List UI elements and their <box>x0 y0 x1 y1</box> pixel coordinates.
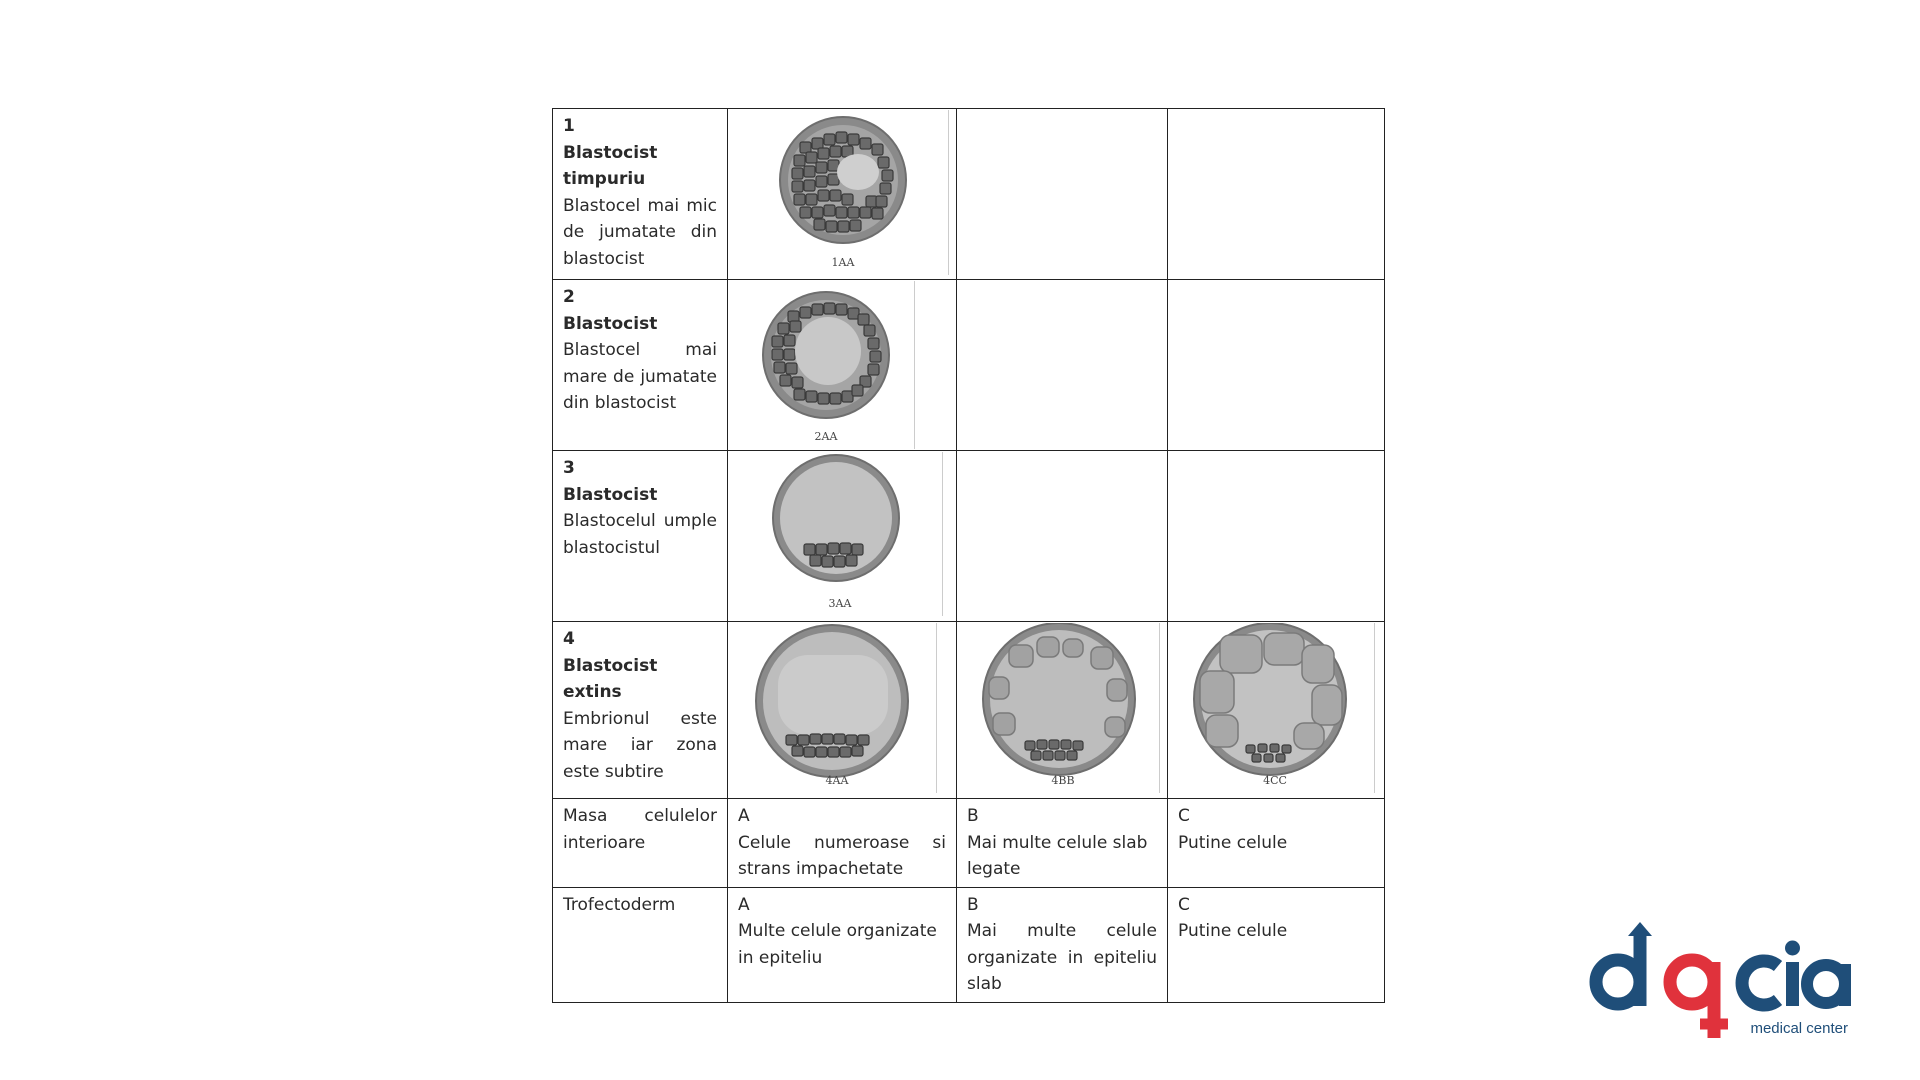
empty-cell <box>1168 451 1385 622</box>
grade-description: Putine celule <box>1178 921 1288 941</box>
grade-letter: C <box>1178 894 1190 915</box>
stage-number: 3 <box>563 458 575 478</box>
image-cell <box>728 109 957 280</box>
stage-number: 4 <box>563 629 575 649</box>
empty-cell <box>1168 280 1385 451</box>
stage-description: Blastocel mai mare de jumatate din blastocist <box>563 340 717 413</box>
stage-label-cell <box>553 622 728 799</box>
grade-description: Putine celule <box>1178 832 1288 853</box>
icm-row <box>553 799 1385 888</box>
te-grade-b-cell <box>957 887 1168 1002</box>
blastocyst-3aa-illustration <box>738 452 942 602</box>
icm-grade-b-cell <box>957 799 1168 888</box>
stage-description: Embrionul este mare iar zona este subtire <box>563 708 717 782</box>
image-caption: 3AA <box>828 596 852 610</box>
icm-grade-c-cell <box>1168 799 1385 888</box>
blastocyst-1aa-figure <box>738 110 949 275</box>
stage-name: Blastocist extins <box>563 655 658 702</box>
image-cell <box>728 280 957 451</box>
grade-letter: B <box>967 806 979 826</box>
image-caption: 4BB <box>1051 773 1075 787</box>
blastocyst-4cc-illustration <box>1176 623 1374 779</box>
blastocyst-4bb-illustration <box>967 623 1159 779</box>
stage-name: Blastocist <box>563 484 658 505</box>
grade-description: Celule numeroase si strans impachetate <box>738 832 946 879</box>
blastocyst-4bb-figure <box>967 623 1160 793</box>
te-label: Trofectoderm <box>563 894 676 915</box>
grade-description: Mai multe celule organizate in epiteliu slab <box>967 921 1157 994</box>
blastocyst-3aa-figure <box>738 452 943 616</box>
blastocyst-4aa-illustration <box>738 623 936 779</box>
grade-letter: C <box>1178 806 1190 826</box>
image-caption: 1AA <box>831 255 855 269</box>
te-grade-c-cell <box>1168 887 1385 1002</box>
logo-tagline: medical center <box>1750 1020 1848 1037</box>
stage-name: Blastocist <box>563 313 658 334</box>
image-caption: 4AA <box>825 773 849 787</box>
stage-label-cell <box>553 109 728 280</box>
te-label-cell <box>553 887 728 1002</box>
blastocyst-grading-table <box>552 108 1385 1003</box>
stage-number: 2 <box>563 287 575 307</box>
stage-row-1 <box>553 109 1385 280</box>
stage-row-4 <box>553 622 1385 799</box>
stage-description: Blastocel mai mic de jumatate din blastocist <box>563 195 717 269</box>
image-cell <box>728 451 957 622</box>
image-cell <box>1168 622 1385 799</box>
icm-grade-a-cell <box>728 799 957 888</box>
grade-letter: B <box>967 894 979 915</box>
empty-cell <box>957 109 1168 280</box>
image-cell <box>957 622 1168 799</box>
blastocyst-2aa-figure <box>738 281 915 449</box>
image-cell <box>728 622 957 799</box>
icm-label: Masa celulelor interioare <box>563 806 717 853</box>
icm-label-cell <box>553 799 728 888</box>
image-caption: 4CC <box>1263 773 1287 787</box>
empty-cell <box>957 451 1168 622</box>
empty-cell <box>1168 109 1385 280</box>
stage-row-3 <box>553 451 1385 622</box>
blastocyst-1aa-illustration <box>738 110 948 260</box>
te-grade-a-cell <box>728 887 957 1002</box>
grade-letter: A <box>738 806 750 826</box>
blastocyst-4aa-figure <box>738 623 937 793</box>
stage-label-cell <box>553 280 728 451</box>
dacia-medical-center-logo <box>1582 920 1852 1050</box>
blastocyst-4cc-figure <box>1176 623 1375 793</box>
image-caption: 2AA <box>814 429 838 443</box>
te-row <box>553 887 1385 1002</box>
stage-number: 1 <box>563 116 575 136</box>
stage-name: Blastocist timpuriu <box>563 142 658 189</box>
grade-letter: A <box>738 894 750 915</box>
stage-label-cell <box>553 451 728 622</box>
stage-row-2 <box>553 280 1385 451</box>
stage-description: Blastocelul umple blastocistul <box>563 511 717 558</box>
grade-description: Mai multe celule slab legate <box>967 832 1148 879</box>
empty-cell <box>957 280 1168 451</box>
blastocyst-2aa-illustration <box>738 281 914 433</box>
grade-description: Multe celule organizate in epiteliu <box>738 921 937 968</box>
